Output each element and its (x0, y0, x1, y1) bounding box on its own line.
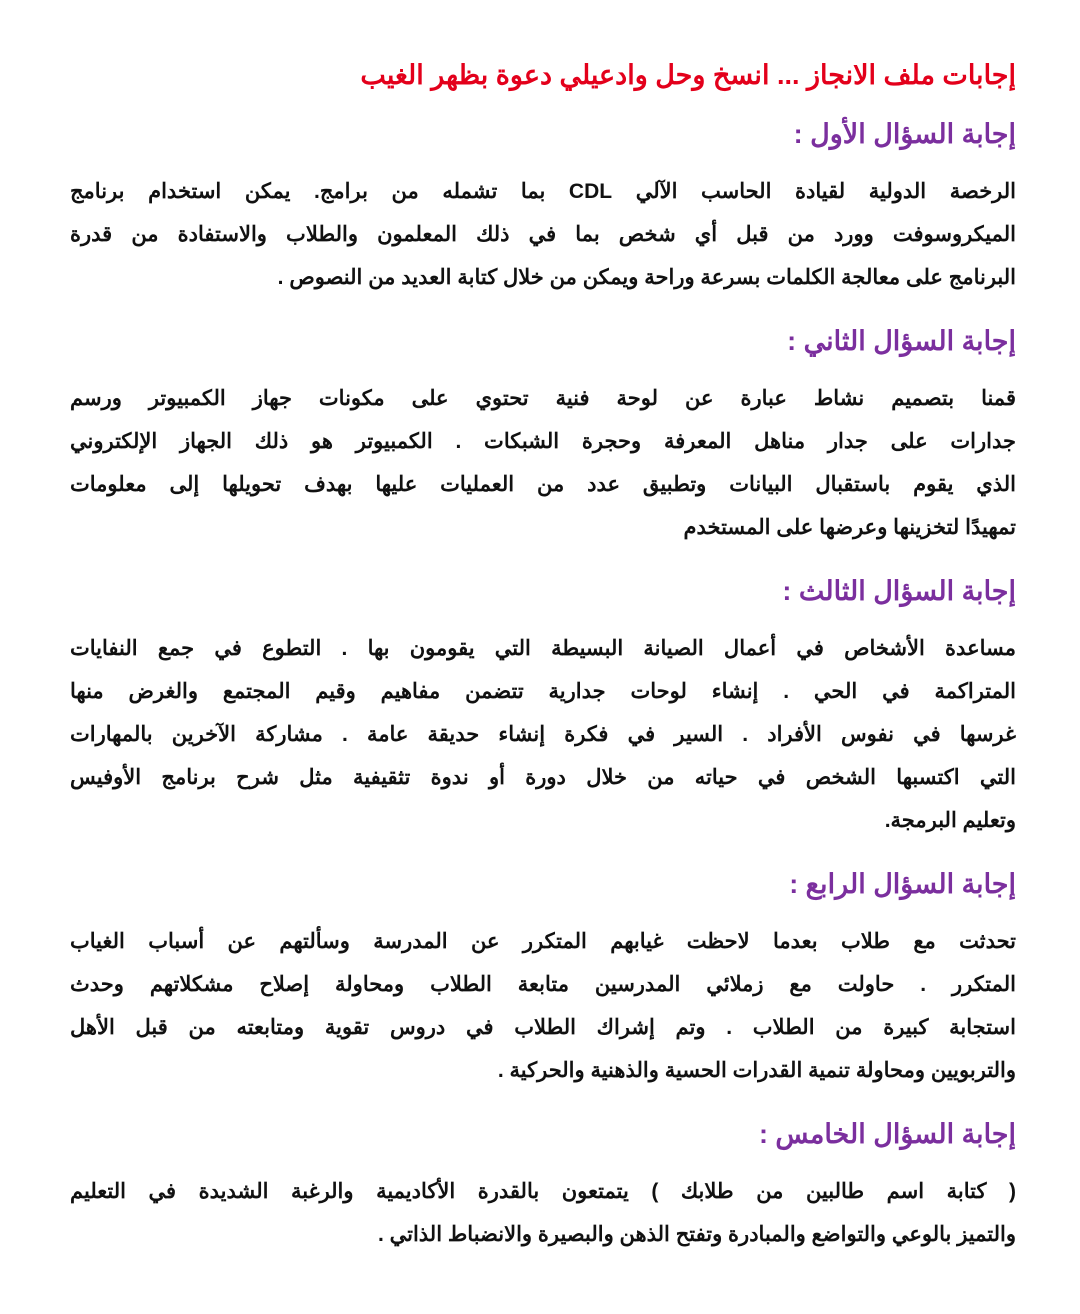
answer-section (70, 112, 1016, 299)
paragraph-line: البرنامج على معالجة الكلمات بسرعة وراحة ويمكن من خلال كتابة العديد من النصوص . (277, 266, 1016, 289)
paragraph-line: التي اكتسبها الشخص في حياته من خلال دورة أو ندوة تثقيفية مثل شرح برنامج الأوفيس (70, 766, 1016, 789)
paragraph-line: قمنا بتصميم نشاط عبارة عن لوحة فنية تحتوي على مكونات جهاز الكمبيوتر ورسم (70, 387, 1016, 410)
paragraph-line: استجابة كبيرة من الطلاب . وتم إشراك الطلاب في دروس تقوية ومتابعته من قبل الأهل (70, 1016, 1016, 1039)
paragraph-line: جدارات على جدار مناهل المعرفة وحجرة الشبكات . الكمبيوتر هو ذلك الجهاز الإلكتروني (70, 430, 1016, 453)
paragraph-line: تحدثت مع طلاب بعدما لاحظت غيابهم المتكرر عن المدرسة وسألتهم عن أسباب الغياب (70, 930, 1016, 953)
document-page (70, 52, 1016, 1276)
paragraph-line: المتراكمة في الحي . إنشاء لوحات جدارية تتضمن مفاهيم وقيم المجتمع والغرض منها (70, 680, 1016, 703)
answer-paragraph (70, 170, 1016, 299)
answer-heading: إجابة السؤال الثالث : (782, 576, 1016, 606)
page-title: إجابات ملف الانجاز ... انسخ وحل وادعيلي دعوة بظهر الغيب (360, 60, 1016, 90)
paragraph-line: المتكرر . حاولت مع زملائي المدرسين متابعة الطلاب ومحاولة إصلاح مشكلاتهم وحدث (70, 973, 1016, 996)
answer-heading: إجابة السؤال الثاني : (787, 326, 1016, 356)
answer-section (70, 319, 1016, 549)
paragraph-line: الذي يقوم باستقبال البيانات وتطبيق عدد من العمليات عليها بهدف تحويلها إلى معلومات (70, 473, 1016, 496)
paragraph-line: غرسها في نفوس الأفراد . السير في فكرة إنشاء حديقة عامة . مشاركة الآخرين بالمهارات (70, 723, 1016, 746)
answer-section (70, 1112, 1016, 1256)
answer-heading: إجابة السؤال الخامس : (758, 1119, 1016, 1149)
answer-section (70, 862, 1016, 1092)
paragraph-line: وتعليم البرمجة. (884, 809, 1016, 832)
answer-paragraph (70, 1170, 1016, 1256)
paragraph-line: تمهيدًا لتخزينها وعرضها على المستخدم (683, 516, 1016, 539)
answer-heading: إجابة السؤال الرابع : (789, 869, 1016, 899)
answer-paragraph (70, 627, 1016, 842)
paragraph-line: الميكروسوفت وورد من قبل أي شخص بما في ذلك المعلمون والطلاب والاستفادة من قدرة (70, 223, 1016, 246)
paragraph-line: ( كتابة اسم طالبين من طلابك ) يتمتعون بالقدرة الأكاديمية والرغبة الشديدة في التعليم (70, 1180, 1016, 1203)
answer-section (70, 569, 1016, 842)
paragraph-line: والتربويين ومحاولة تنمية القدرات الحسية والذهنية والحركية . (497, 1059, 1016, 1082)
answer-heading: إجابة السؤال الأول : (793, 119, 1016, 149)
paragraph-line: والتميز بالوعي والتواضع والمبادرة وتفتح الذهن والبصيرة والانضباط الذاتي . (377, 1223, 1016, 1246)
answer-paragraph (70, 920, 1016, 1092)
paragraph-line: الرخصة الدولية لقيادة الحاسب الآلي CDL بما تشمله من برامج. يمكن استخدام برنامج (70, 180, 1016, 203)
answer-paragraph (70, 377, 1016, 549)
answers-list (70, 112, 1016, 1256)
paragraph-line: مساعدة الأشخاص في أعمال الصيانة البسيطة التي يقومون بها . التطوع في جمع النفايات (70, 637, 1016, 660)
